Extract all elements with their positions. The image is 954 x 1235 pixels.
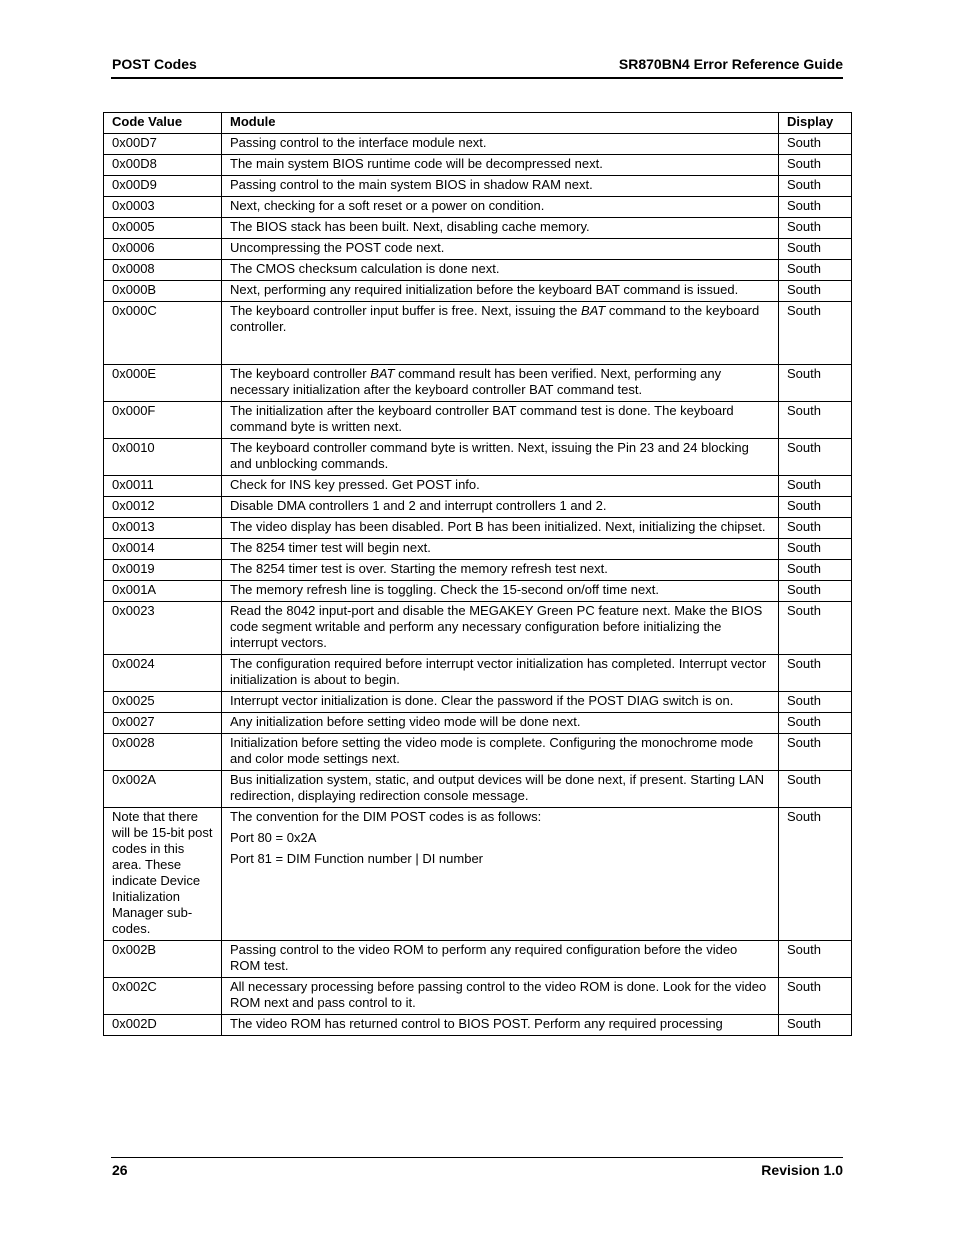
table-row — [104, 692, 852, 713]
display-cell: South — [779, 281, 852, 302]
display-cell: South — [779, 581, 852, 602]
module-cell: Any initialization before setting video mode will be done next. — [222, 713, 779, 734]
code-cell: 0x0008 — [104, 260, 222, 281]
code-cell: 0x0023 — [104, 602, 222, 655]
table-row — [104, 655, 852, 692]
code-cell: 0x000E — [104, 365, 222, 402]
table-row — [104, 713, 852, 734]
module-cell: Bus initialization system, static, and output devices will be done next, if present. Starting LAN redirection, displaying redirection console message. — [222, 771, 779, 808]
display-cell: South — [779, 134, 852, 155]
code-cell: 0x0013 — [104, 518, 222, 539]
table-row — [104, 176, 852, 197]
table-row — [104, 734, 852, 771]
table-row — [104, 365, 852, 402]
code-cell: 0x002D — [104, 1015, 222, 1036]
module-cell: Passing control to the interface module next. — [222, 134, 779, 155]
page-number: 26 — [112, 1162, 128, 1178]
code-cell: 0x0025 — [104, 692, 222, 713]
display-cell: South — [779, 439, 852, 476]
code-cell: 0x000B — [104, 281, 222, 302]
display-cell: South — [779, 602, 852, 655]
code-cell: 0x00D7 — [104, 134, 222, 155]
module-cell: The video ROM has returned control to BIOS POST. Perform any required processing — [222, 1015, 779, 1036]
display-cell: South — [779, 302, 852, 365]
bat-emphasis: BAT — [370, 366, 395, 381]
display-cell: South — [779, 560, 852, 581]
module-cell: The CMOS checksum calculation is done next. — [222, 260, 779, 281]
table-row — [104, 134, 852, 155]
module-cell: Read the 8042 input-port and disable the MEGAKEY Green PC feature next. Make the BIOS code segment writable and perform any necessary configuration before initializing the interrupt vectors. — [222, 602, 779, 655]
dim-convention-text: The convention for the DIM POST codes is as follows: — [230, 809, 542, 824]
module-cell: Disable DMA controllers 1 and 2 and interrupt controllers 1 and 2. — [222, 497, 779, 518]
module-cell: The initialization after the keyboard controller BAT command test is done. The keyboard command byte is written next. — [222, 402, 779, 439]
table-row — [104, 808, 852, 941]
display-cell: South — [779, 218, 852, 239]
post-codes-table — [103, 112, 852, 1036]
table-row — [104, 402, 852, 439]
column-header-module: Module — [222, 113, 779, 134]
code-cell: 0x000C — [104, 302, 222, 365]
column-header-display: Display — [779, 113, 852, 134]
table-row — [104, 239, 852, 260]
dim-port81-text: Port 81 = DIM Function number | DI number — [230, 851, 484, 866]
code-cell: 0x000F — [104, 402, 222, 439]
code-cell: 0x0027 — [104, 713, 222, 734]
display-cell: South — [779, 402, 852, 439]
module-cell: The video display has been disabled. Port B has been initialized. Next, initializing the chipset. — [222, 518, 779, 539]
code-cell: 0x00D8 — [104, 155, 222, 176]
code-cell: 0x00D9 — [104, 176, 222, 197]
module-cell: Next, checking for a soft reset or a power on condition. — [222, 197, 779, 218]
table-row — [104, 197, 852, 218]
display-cell: South — [779, 734, 852, 771]
display-cell: South — [779, 197, 852, 218]
code-cell: 0x0014 — [104, 539, 222, 560]
code-cell: 0x002C — [104, 978, 222, 1015]
code-cell: 0x0006 — [104, 239, 222, 260]
bat-emphasis: BAT — [580, 303, 606, 318]
display-cell: South — [779, 260, 852, 281]
module-cell: The keyboard controller input buffer is free. Next, issuing the BAT command to the keyboard controller. — [222, 302, 779, 365]
module-cell: The keyboard controller BAT command result has been verified. Next, performing any necessary initialization after the keyboard controller BAT command test. — [222, 365, 779, 402]
table-row — [104, 518, 852, 539]
module-cell: Passing control to the video ROM to perform any required configuration before the video ROM test. — [222, 941, 779, 978]
display-cell: South — [779, 176, 852, 197]
module-cell: Interrupt vector initialization is done. Clear the password if the POST DIAG switch is on. — [222, 692, 779, 713]
table-row — [104, 281, 852, 302]
table-row — [104, 497, 852, 518]
module-cell: The BIOS stack has been built. Next, disabling cache memory. — [222, 218, 779, 239]
table-row — [104, 260, 852, 281]
display-cell: South — [779, 771, 852, 808]
code-cell: 0x0024 — [104, 655, 222, 692]
display-cell: South — [779, 239, 852, 260]
table-header-row — [104, 113, 852, 134]
page-footer — [111, 1157, 843, 1178]
note-cell: Note that there will be 15-bit post codes in this area. These indicate Device Initialization Manager sub-codes. — [104, 808, 222, 941]
table-row — [104, 978, 852, 1015]
module-cell: The 8254 timer test is over. Starting the memory refresh test next. — [222, 560, 779, 581]
display-cell: South — [779, 808, 852, 941]
display-cell: South — [779, 655, 852, 692]
module-cell: The main system BIOS runtime code will be decompressed next. — [222, 155, 779, 176]
table-row — [104, 218, 852, 239]
display-cell: South — [779, 978, 852, 1015]
code-cell: 0x002B — [104, 941, 222, 978]
code-cell: 0x0005 — [104, 218, 222, 239]
module-cell: Uncompressing the POST code next. — [222, 239, 779, 260]
code-cell: 0x002A — [104, 771, 222, 808]
code-cell: 0x0011 — [104, 476, 222, 497]
module-cell: Check for INS key pressed. Get POST info. — [222, 476, 779, 497]
table-row — [104, 560, 852, 581]
code-cell: 0x0010 — [104, 439, 222, 476]
display-cell: South — [779, 713, 852, 734]
table-row — [104, 302, 852, 365]
column-header-code: Code Value — [104, 113, 222, 134]
code-cell: 0x0012 — [104, 497, 222, 518]
table-row — [104, 155, 852, 176]
table-row — [104, 1015, 852, 1036]
table-row — [104, 581, 852, 602]
table-row — [104, 439, 852, 476]
module-cell — [222, 808, 779, 941]
table-row — [104, 941, 852, 978]
revision-label: Revision 1.0 — [761, 1162, 843, 1178]
code-cell: 0x001A — [104, 581, 222, 602]
display-cell: South — [779, 476, 852, 497]
code-cell: 0x0028 — [104, 734, 222, 771]
module-cell: The 8254 timer test will begin next. — [222, 539, 779, 560]
table-row — [104, 771, 852, 808]
module-cell: All necessary processing before passing control to the video ROM is done. Look for the video ROM next and pass control to it. — [222, 978, 779, 1015]
display-cell: South — [779, 692, 852, 713]
table-row — [104, 602, 852, 655]
display-cell: South — [779, 155, 852, 176]
display-cell: South — [779, 941, 852, 978]
page-header — [111, 55, 843, 79]
module-cell: The keyboard controller command byte is written. Next, issuing the Pin 23 and 24 blocking and unblocking commands. — [222, 439, 779, 476]
section-title: POST Codes — [112, 56, 197, 72]
module-cell: The configuration required before interrupt vector initialization has completed. Interrupt vector initialization is about to begin. — [222, 655, 779, 692]
display-cell: South — [779, 365, 852, 402]
table-row — [104, 476, 852, 497]
module-cell: The memory refresh line is toggling. Check the 15-second on/off time next. — [222, 581, 779, 602]
module-cell: Initialization before setting the video mode is complete. Configuring the monochrome mode and color mode settings next. — [222, 734, 779, 771]
document-title: SR870BN4 Error Reference Guide — [618, 56, 843, 72]
dim-port80-text: Port 80 = 0x2A — [230, 830, 317, 845]
display-cell: South — [779, 497, 852, 518]
code-cell: 0x0019 — [104, 560, 222, 581]
table-row — [104, 539, 852, 560]
display-cell: South — [779, 539, 852, 560]
module-cell: Next, performing any required initialization before the keyboard BAT command is issued. — [222, 281, 779, 302]
display-cell: South — [779, 518, 852, 539]
display-cell: South — [779, 1015, 852, 1036]
code-cell: 0x0003 — [104, 197, 222, 218]
module-cell: Passing control to the main system BIOS in shadow RAM next. — [222, 176, 779, 197]
